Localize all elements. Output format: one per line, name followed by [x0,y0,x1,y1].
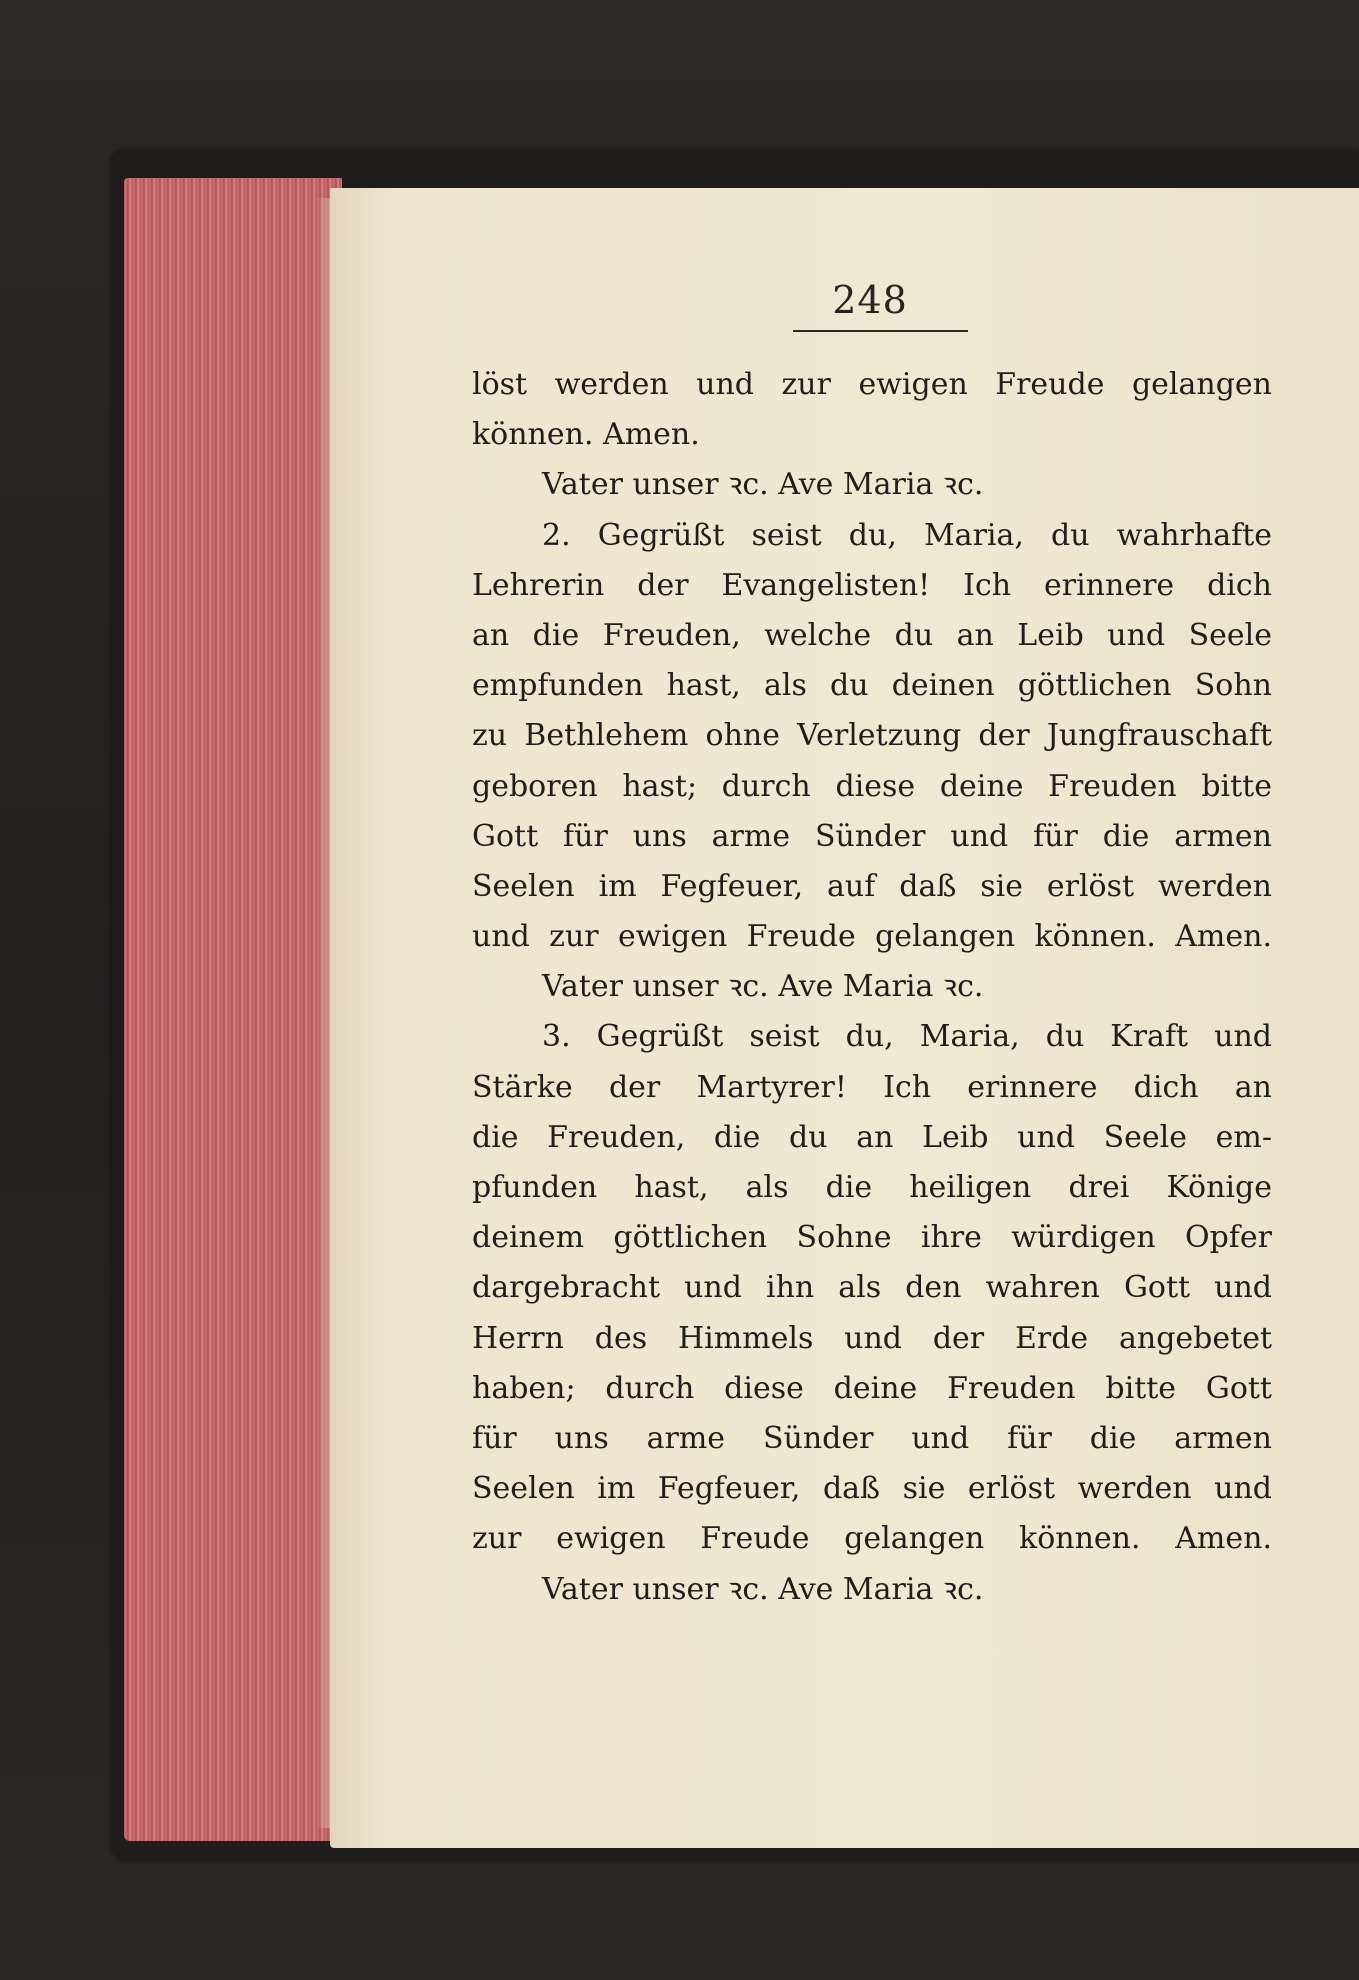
text-line: zu Bethlehem ohne Verletzung der Jungfrauschaft [472,718,1272,754]
text-line: 3. Gegrüßt seist du, Maria, du Kraft und [542,1019,1272,1055]
text-line: haben; durch diese deine Freuden bitte Gott [472,1370,1272,1406]
text-line: löst werden und zur ewigen Freude gelangen [472,367,1272,402]
body-text [472,360,1272,1615]
text-line: Vater unser ꝛc. Ave Maria ꝛc. [542,969,984,1005]
text-line: und zur ewigen Freude gelangen können. Amen. [472,919,1272,955]
text-line: Seelen im Fegfeuer, auf daß sie erlöst werden [472,868,1272,904]
text-line: Lehrerin der Evangelisten! Ich erinnere dich [472,567,1272,603]
page-number-rule [793,330,968,332]
text-line: die Freuden, die du an Leib und Seele em- [472,1119,1272,1155]
text-line: Vater unser ꝛc. Ave Maria ꝛc. [542,1571,984,1607]
page-number: 248 [832,278,908,322]
text-line: geboren hast; durch diese deine Freuden bitte [472,768,1272,804]
text-line: Gott für uns arme Sünder und für die armen [472,818,1272,854]
text-line: Herrn des Himmels und der Erde angebetet [472,1320,1272,1356]
text-line: dargebracht und ihn als den wahren Gott und [472,1270,1272,1306]
text-line: deinem göttlichen Sohne ihre würdigen Opfer [472,1220,1272,1256]
text-line: Seelen im Fegfeuer, daß sie erlöst werden und [472,1471,1272,1507]
text-line: Stärke der Martyrer! Ich erinnere dich an [472,1069,1272,1105]
text-line: können. Amen. [472,417,700,453]
text-line: an die Freuden, welche du an Leib und Seele [472,617,1272,653]
text-line: zur ewigen Freude gelangen können. Amen. [472,1521,1272,1557]
page-edges [124,178,342,1841]
text-line: 2. Gegrüßt seist du, Maria, du wahrhafte [542,517,1272,553]
text-line: Vater unser ꝛc. Ave Maria ꝛc. [542,467,984,503]
text-line: pfunden hast, als die heiligen drei Könige [472,1170,1272,1205]
text-line: empfunden hast, als du deinen göttlichen Sohn [472,668,1272,704]
text-line: für uns arme Sünder und für die armen [472,1420,1272,1456]
